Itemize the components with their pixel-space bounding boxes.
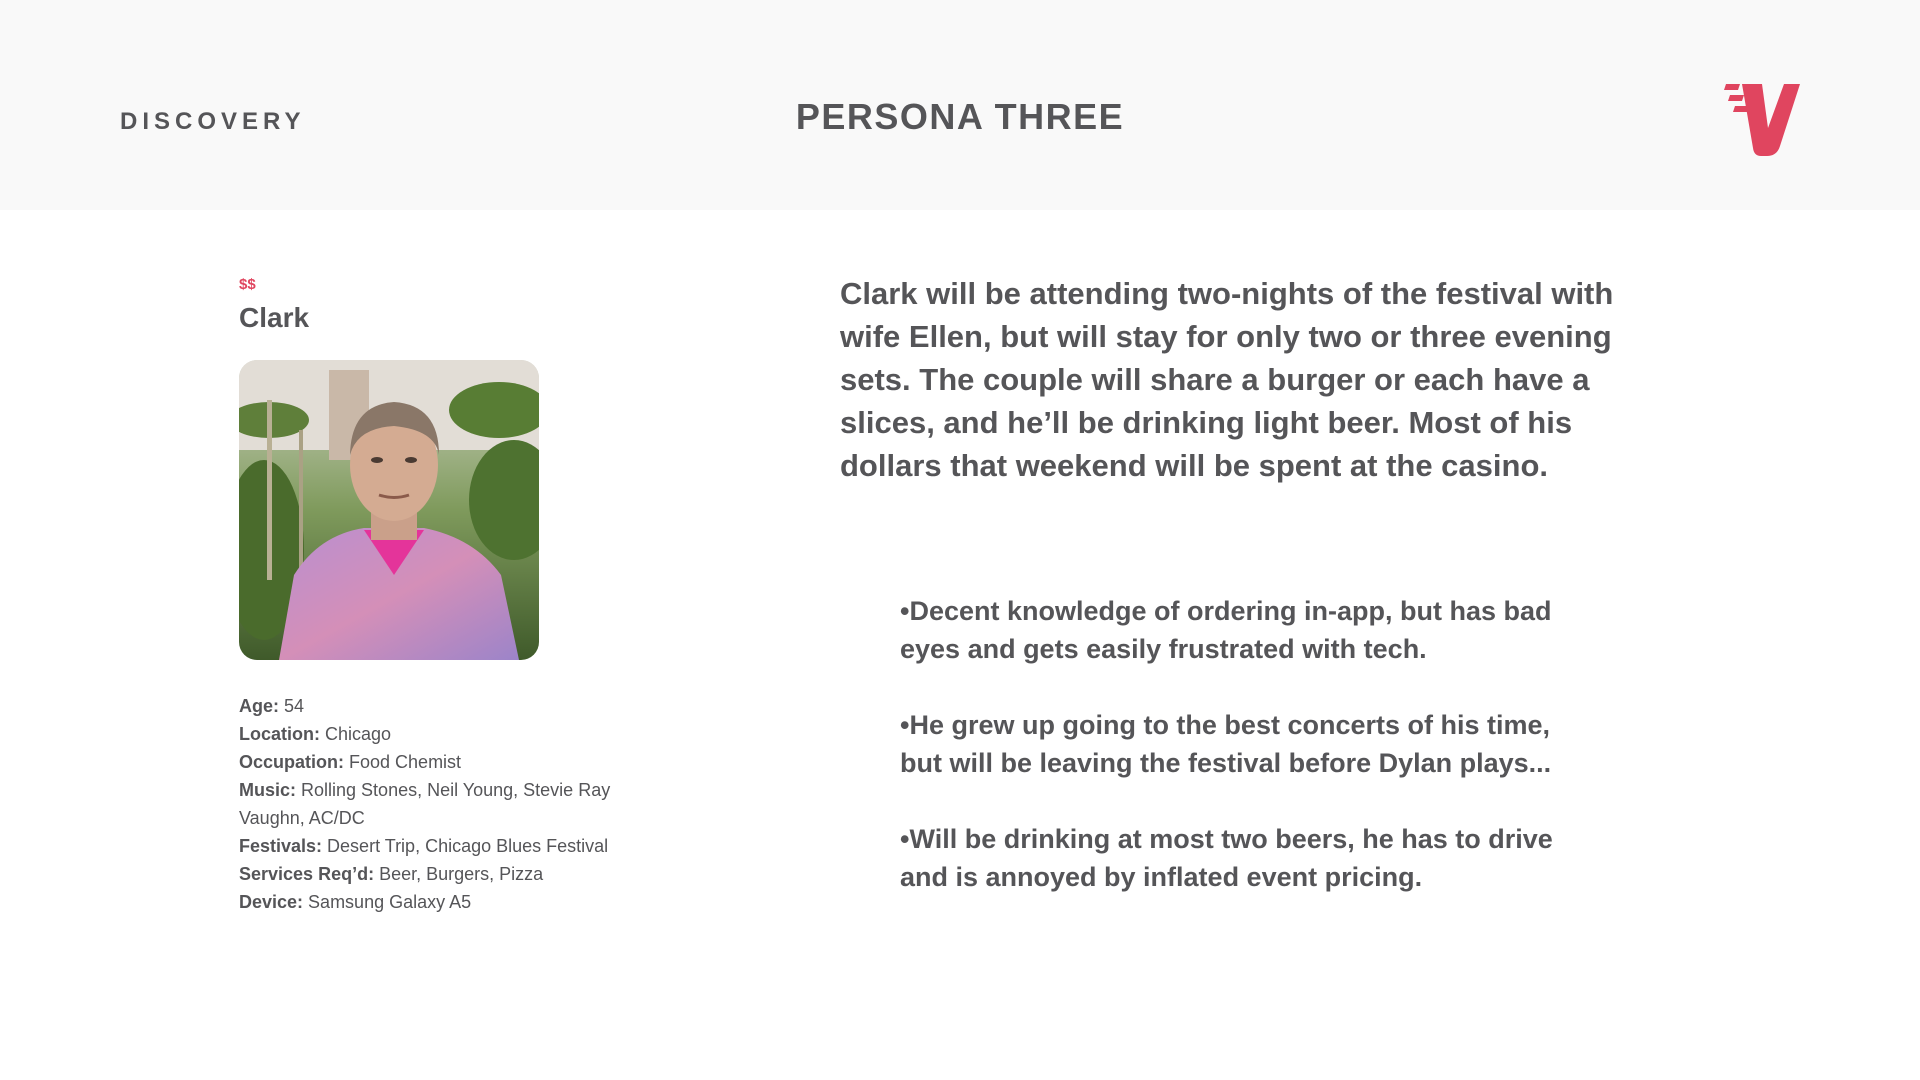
detail-row-device: Device: Samsung Galaxy A5 [239, 892, 472, 912]
page-title: PERSONA THREE [795, 96, 1125, 137]
persona-bullets [900, 592, 1580, 934]
header-band [0, 0, 1920, 210]
persona-photo [239, 360, 539, 660]
section-label: DISCOVERY [120, 108, 306, 135]
detail-row-age: Age: 54 [239, 696, 305, 716]
bullet-tech: •Decent knowledge of ordering in-app, but has bad eyes and gets easily frustrated with tech. [900, 596, 1552, 664]
bullet-concerts: •He grew up going to the best concerts of his time, but will be leaving the festival before Dylan plays... [900, 710, 1552, 778]
detail-row-festivals: Festivals: Desert Trip, Chicago Blues Festival [239, 836, 609, 856]
persona-summary: Clark will be attending two-nights of the festival with wife Ellen, but will stay for only two or three evening sets. The couple will share a burger or each have a slices, and he’ll be drinking light beer. Most of his dollars that weekend will be spent at the casino. [840, 276, 1614, 483]
detail-row-services: Services Req’d: Beer, Burgers, Pizza [239, 864, 544, 884]
detail-row-music: Music: Rolling Stones, Neil Young, Stevie Ray Vaughn, AC/DC [239, 780, 611, 828]
price-tier-badge: $$ [239, 276, 256, 293]
bullet-drinking: •Will be drinking at most two beers, he has to drive and is annoyed by inflated event pricing. [900, 824, 1553, 892]
detail-row-location: Location: Chicago [239, 724, 392, 744]
brand-v-logo-icon [1724, 84, 1800, 156]
persona-details [239, 692, 629, 916]
persona-name: Clark [239, 302, 310, 333]
detail-row-occupation: Occupation: Food Chemist [239, 752, 462, 772]
